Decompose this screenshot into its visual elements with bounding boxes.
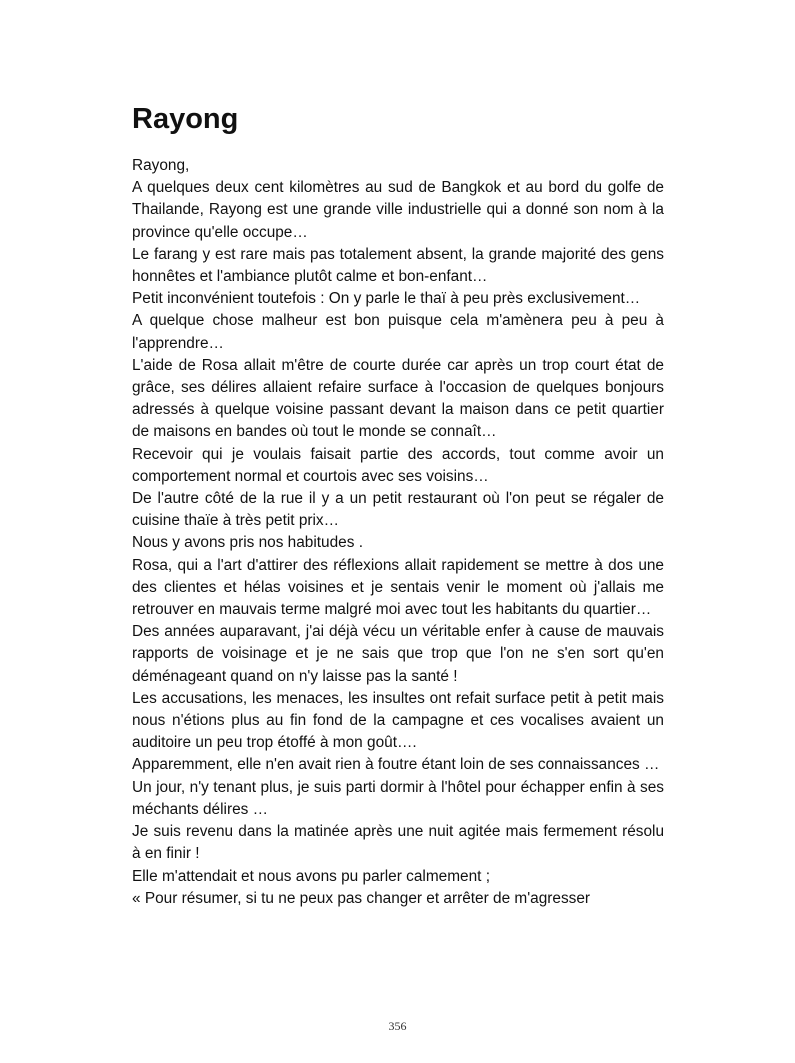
paragraph: A quelque chose malheur est bon puisque cela m'amènera peu à peu à l'apprendre… <box>132 312 664 352</box>
paragraph: A quelques deux cent kilomètres au sud de Bangkok et au bord du golfe de Thailande, Rayong est une grande ville industrielle qui a donné son nom à la province qu'elle occupe… <box>132 179 664 241</box>
paragraph: « Pour résumer, si tu ne peux pas changer et arrêter de m'agresser <box>132 889 591 907</box>
page-content <box>132 100 664 910</box>
paragraph: Recevoir qui je voulais faisait partie des accords, tout comme avoir un comportement normal et courtois avec ses voisins… <box>132 445 664 485</box>
body-text <box>132 155 664 910</box>
paragraph: Les accusations, les menaces, les insultes ont refait surface petit à petit mais nous n'étions plus au fin fond de la campagne et ces vocalises avaient un auditoire un peu trop étoffé à mon goût…. <box>132 689 664 752</box>
paragraph: Un jour, n'y tenant plus, je suis parti dormir à l'hôtel pour échapper enfin à ses méchants délires … <box>132 778 664 818</box>
paragraph: Le farang y est rare mais pas totalement absent, la grande majorité des gens honnêtes et l'ambiance plutôt calme et bon-enfant… <box>132 245 664 286</box>
paragraph: Je suis revenu dans la matinée après une nuit agitée mais fermement résolu à en finir ! <box>132 823 664 863</box>
paragraph: Apparemment, elle n'en avait rien à foutre étant loin de ses connaissances … <box>132 756 660 774</box>
paragraph: Nous y avons pris nos habitudes . <box>132 534 363 552</box>
paragraph: L'aide de Rosa allait m'être de courte durée car après un trop court état de grâce, ses délires allaient refaire surface à l'occasion de quelques bonjours adressés à quelque voisine passant devant la maison dans ce petit quartier de maisons en bandes où tout le monde se connaît… <box>132 356 664 441</box>
paragraph: Petit inconvénient toutefois : On y parle le thaï à peu près exclusivement… <box>132 290 641 308</box>
paragraph: De l'autre côté de la rue il y a un petit restaurant où l'on peut se régaler de cuisine thaïe à très petit prix… <box>132 490 664 530</box>
page-number: 356 <box>388 1019 407 1033</box>
paragraph: Elle m'attendait et nous avons pu parler calmement ; <box>132 867 490 885</box>
paragraph: Rosa, qui a l'art d'attirer des réflexions allait rapidement se mettre à dos une des clientes et hélas voisines et je sentais venir le moment où j'allais me retrouver en mauvais terme malgré moi avec tout les habitants du quartier… <box>132 556 664 619</box>
paragraph: Des années auparavant, j'ai déjà vécu un véritable enfer à cause de mauvais rapports de voisinage et je ne sais que trop que l'on ne s'en sort qu'en déménageant quand on n'y laisse pas la santé ! <box>132 623 664 685</box>
paragraph: Rayong, <box>132 157 190 174</box>
page-title: Rayong <box>132 103 239 135</box>
